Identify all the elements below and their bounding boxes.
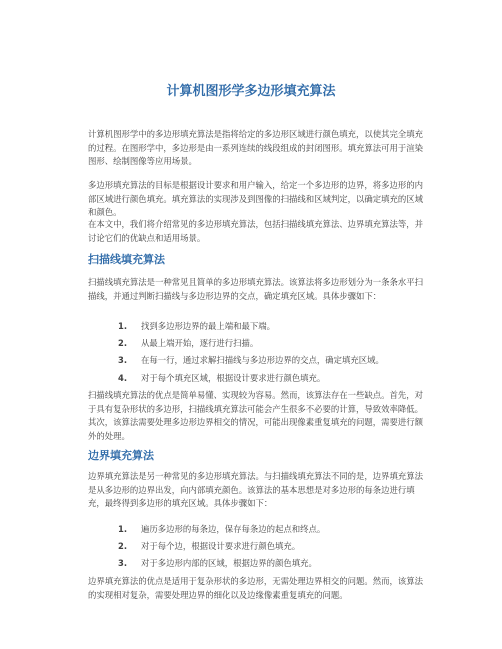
list-item: 3. 在每一行，通过求解扫描线与多边形边界的交点，确定填充区域。 [118,355,384,366]
intro-paragraph-2: 多边形填充算法的目标是根据设计要求和用户输入，给定一个多边形的边界，将多边形的内部区域进行颜色填充。填充算法的实现涉及到图像的扫描线和区域判定，以确定填充的区域和颜色。 [88,180,423,218]
boundary-intro-paragraph: 边界填充算法是另一种常见的多边形填充算法。与扫描线填充算法不同的是，边界填充算法是从多边形的边界出发，向内部填充颜色。该算法的基本思想是对多边形的每条边进行填充，最终得到多边形的填充区域。具体步骤如下： [88,471,423,509]
boundary-summary-paragraph: 边界填充算法的优点是适用于复杂形状的多边形，无需处理边界相交的问题。然而，该算法的实现相对复杂，需要处理边界的细化以及边缘像素重复填充的问题。 [88,576,423,600]
intro-paragraph-3: 在本文中，我们将介绍常见的多边形填充算法，包括扫描线填充算法、边界填充算法等，并讨论它们的优缺点和适用场景。 [88,219,423,243]
list-item: 1. 找到多边形边界的最上端和最下端。 [118,321,275,331]
list-item: 4. 对于每个填充区域，根据设计要求进行颜色填充。 [118,372,326,383]
list-item: 3. 对于多边形内部的区域，根据边界的颜色填充。 [118,558,317,569]
section-heading-boundary: 边界填充算法 [88,449,154,462]
section-heading-scanline: 扫描线填充算法 [88,253,165,266]
scanline-steps-list [118,318,438,387]
document-title: 计算机图形学多边形填充算法 [166,84,336,99]
list-item: 2. 从最上端开始，逐行进行扫描。 [118,338,259,349]
scanline-summary-paragraph: 扫描线填充算法的优点是简单易懂、实现较为容易。然而，该算法存在一些缺点。首先，对于具有复杂形状的多边形，扫描线填充算法可能会产生很多不必要的计算，导致效率降低。其次，该算法需要处理多边形边界相交的情况，可能出现像素重复填充的问题，需要进行额外的处理。 [88,390,423,441]
list-item: 1. 遍历多边形的每条边，保存每条边的起点和终点。 [118,524,326,534]
list-item: 2. 对于每个边，根据设计要求进行颜色填充。 [118,541,301,552]
scanline-intro-paragraph: 扫描线填充算法是一种常见且简单的多边形填充算法。该算法将多边形划分为一条条水平扫描线，并通过判断扫描线与多边形边界的交点，确定填充区域。具体步骤如下： [88,277,423,301]
intro-paragraph-1: 计算机图形学中的多边形填充算法是指将给定的多边形区域进行颜色填充，以使其完全填充的过程。在图形学中，多边形是由一系列连续的线段组成的封闭图形。填充算法可用于渲染图形、绘制图像等应用场景。 [88,129,423,167]
boundary-steps-list [118,521,438,573]
